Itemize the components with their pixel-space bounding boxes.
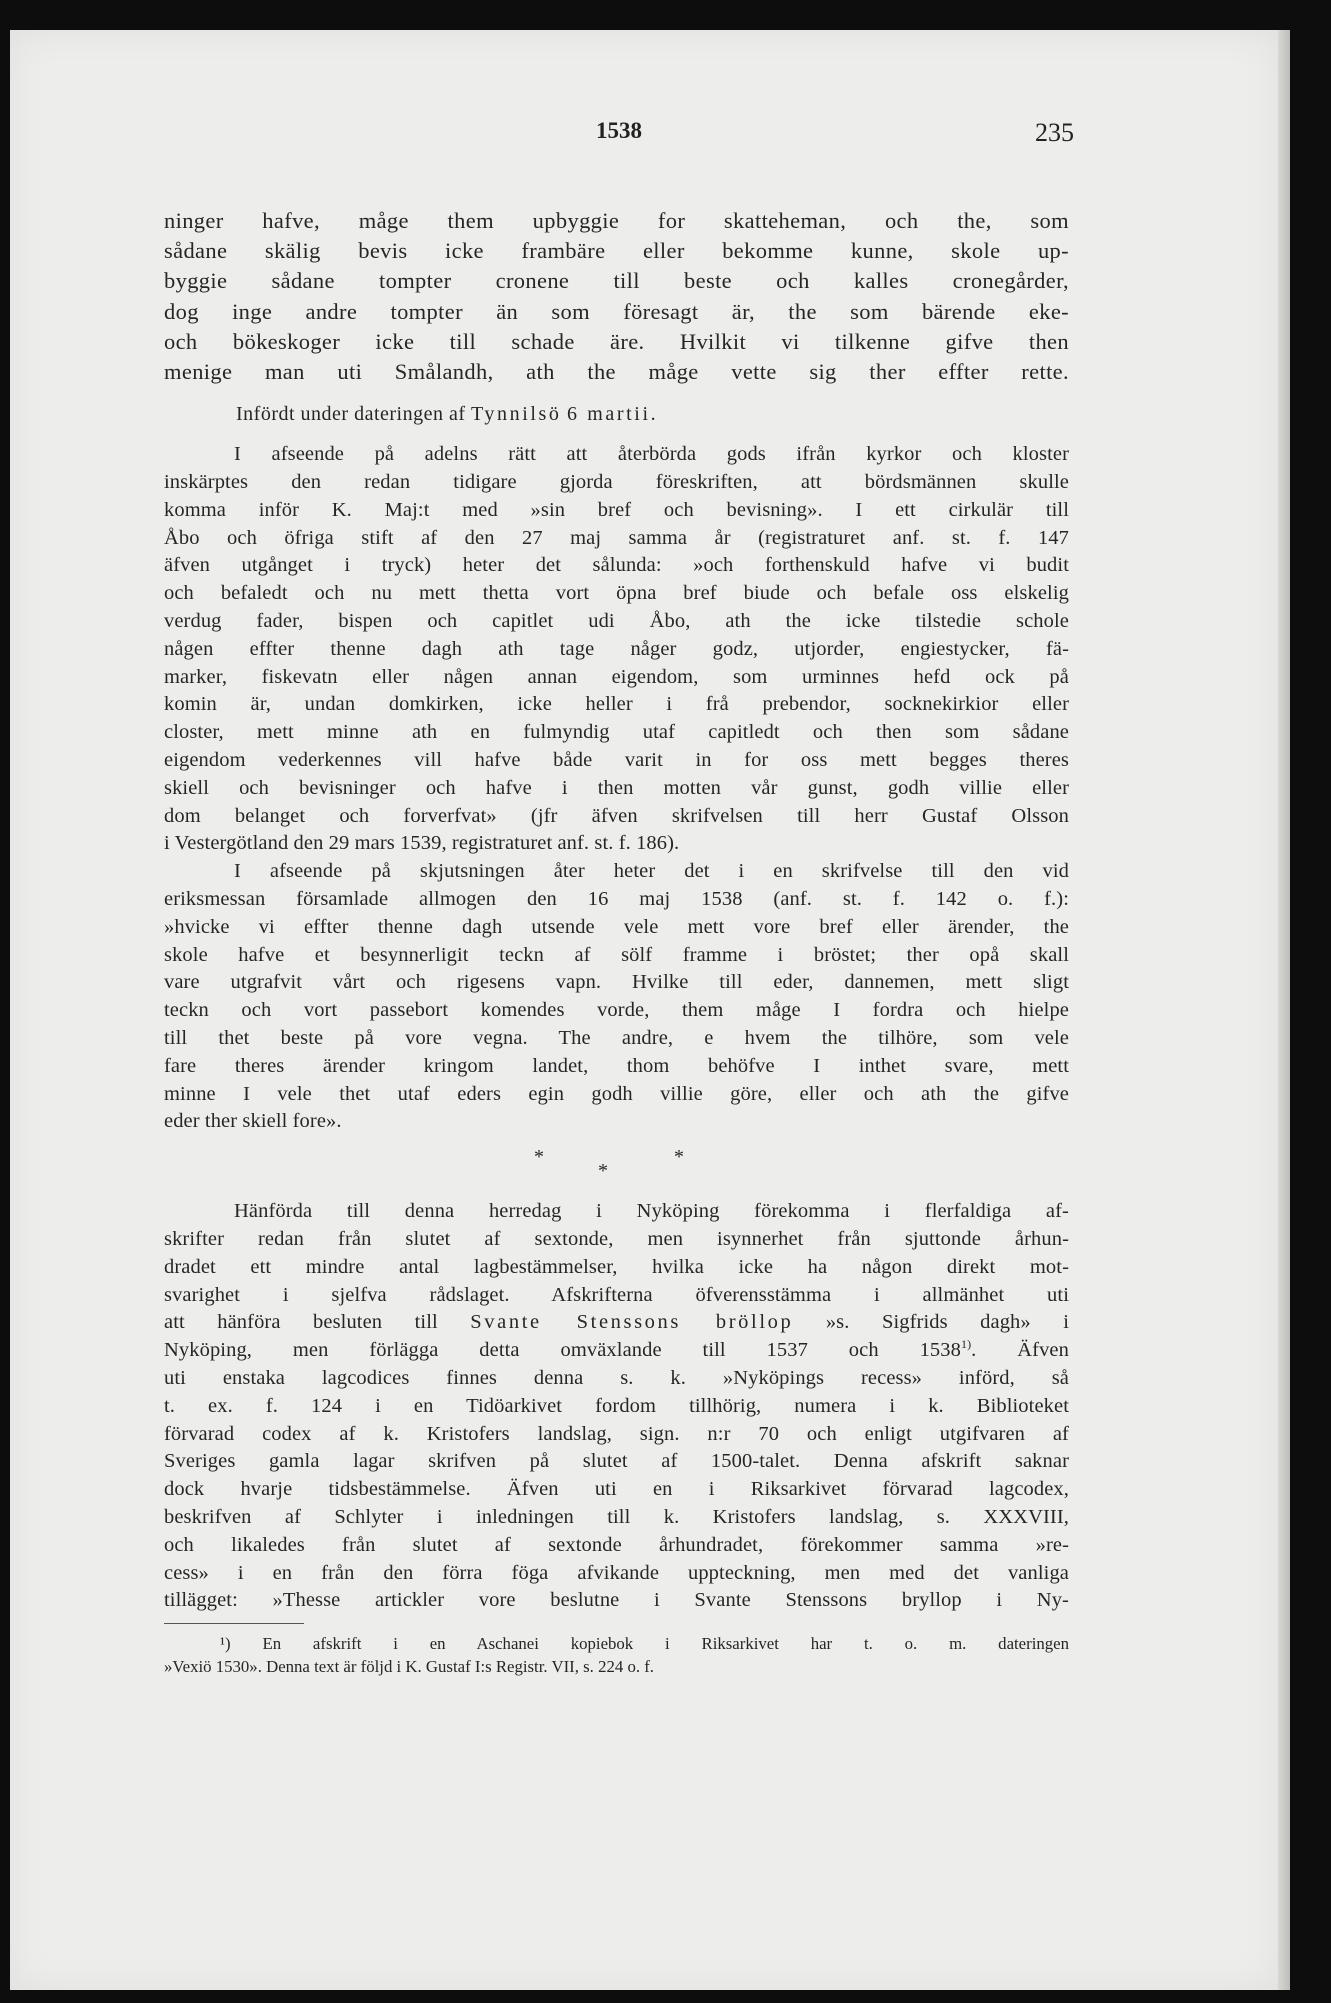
- spaced-name: Svante Stenssons bröllop: [470, 1311, 794, 1334]
- paragraph-adelns-ratt: [164, 441, 1069, 858]
- text-line: dog inge andre tompter än som föresagt är, the som bärende eke-: [164, 298, 1069, 324]
- dating-note: [164, 399, 1069, 429]
- text-line: beskrifven af Schlyter i inledningen till k. Kristofers landslag, s. XXXVIII,: [164, 1505, 1069, 1528]
- paragraph-skjutsningen: [164, 858, 1069, 1136]
- text-line: [164, 1337, 1069, 1365]
- text-line: och befaledt och nu mett thetta vort öpna bref biude och befale oss elskelig: [164, 582, 1069, 605]
- text-line: sådane skälig bevis icke frambäre eller bekomme kunne, skole up-: [164, 238, 1069, 264]
- text-line: t. ex. f. 124 i en Tidöarkivet fordom tillhörig, numera i k. Biblioteket: [164, 1394, 1069, 1417]
- text-line: äfven utgånget i tryck) heter det sålunda: »och forthenskuld hafve vi budit: [164, 554, 1069, 577]
- text-line: byggie sådane tompter cronene till beste och kalles cronegårder,: [164, 268, 1069, 294]
- text-line: »hvicke vi effter thenne dagh utsende vele mett vore bref eller ärender, the: [164, 915, 1069, 938]
- asterisk: *: [598, 1160, 608, 1183]
- text-line: tillägget: »Thesse artickler vore beslutne i Svante Stenssons bryllop i Ny-: [164, 1589, 1069, 1612]
- asterisk: *: [534, 1146, 544, 1169]
- footnote: [164, 1632, 1069, 1678]
- footnote-rule: [164, 1623, 304, 1624]
- text-segment: »s. Sigfrids dagh» i: [825, 1311, 1069, 1334]
- text-line: eder ther skiell fore».: [164, 1110, 342, 1133]
- text-line: vare utgrafvit vårt och rigesens vapn. Hvilke till eder, dannemen, mett sligt: [164, 971, 1069, 994]
- dating-date: 6 martii.: [567, 403, 659, 426]
- asterisk: *: [674, 1146, 684, 1169]
- page-number: 235: [1035, 118, 1074, 147]
- section-separator: [164, 1136, 1069, 1198]
- text-line: dock hvarje tidsbestämmelse. Äfven uti en i Riksarkivet förvarad lagcodex,: [164, 1478, 1069, 1501]
- text-line: Åbo och öfriga stift af den 27 maj samma år (registraturet anf. st. f. 147: [164, 526, 1069, 549]
- text-line: förvarad codex af k. Kristofers landslag, sign. n:r 70 och enligt utgifvaren af: [164, 1422, 1069, 1445]
- text-line: dom belanget och forverfvat» (jfr äfven skrifvelsen till herr Gustaf Olsson: [164, 804, 1069, 827]
- text-line: skrifter redan från slutet af sextonde, men isynnerhet från sjuttonde århun-: [164, 1227, 1069, 1250]
- text-segment: Nyköping, men förlägga detta omväxlande till 1537 och 1538: [164, 1339, 961, 1362]
- text-line: till thet beste på vore vegna. The andre, e hvem the tilhöre, som vele: [164, 1026, 1069, 1049]
- text-line: I afseende på adelns rätt att återbörda gods ifrån kyrkor och kloster: [234, 443, 1069, 466]
- paragraph-upbyggie: [164, 206, 1069, 387]
- text-line: och bökeskoger icke till schade äre. Hvilkit vi tilkenne gifve then: [164, 328, 1069, 354]
- text-line: verdug fader, bispen och capitlet udi Åbo, ath the icke tilstedie schole: [164, 610, 1069, 632]
- text-line: inskärptes den redan tidigare gjorda föreskriften, att bördsmännen skulle: [164, 471, 1069, 494]
- text-line: i Vestergötland den 29 mars 1539, registraturet anf. st. f. 186).: [164, 832, 680, 855]
- page-header: [164, 118, 1074, 158]
- text-line: [164, 1309, 1069, 1337]
- dating-prefix: Infördt under dateringen af: [236, 403, 466, 426]
- text-segment: . Äfven: [971, 1339, 1069, 1362]
- text-line: komin är, undan domkirken, icke heller i frå prebendor, socknekirkior eller: [164, 693, 1069, 716]
- text-line: I afseende på skjutsningen åter heter det i en skrifvelse till den vid: [234, 860, 1069, 883]
- text-line: teckn och vort passebort komendes vorde, them måge I fordra och hielpe: [164, 999, 1069, 1022]
- text-line: uti enstaka lagcodices finnes denna s. k. »Nyköpings recess» införd, så: [164, 1366, 1069, 1389]
- text-line: menige man uti Smålandh, ath the måge vette sig ther effter rette.: [164, 359, 1069, 385]
- text-line: och likaledes från slutet af sextonde århundradet, förekommer samma »re-: [164, 1533, 1069, 1556]
- text-line: eriksmessan församlade allmogen den 16 maj 1538 (anf. st. f. 142 o. f.):: [164, 887, 1069, 910]
- text-segment: att hänföra besluten till: [164, 1311, 438, 1334]
- footnote-line: »Vexiö 1530». Denna text är följd i K. Gustaf I:s Registr. VII, s. 224 o. f.: [164, 1657, 655, 1677]
- text-line: dradet ett mindre antal lagbestämmelser, hvilka icke ha någon direkt mot-: [164, 1255, 1069, 1278]
- text-line: svarighet i sjelfva rådslaget. Afskrifterna öfverensstämma i allmänhet uti: [164, 1283, 1069, 1306]
- text-line: någen effter thenne dagh ath tage någer godz, utjorder, engiestycker, fä-: [164, 637, 1069, 660]
- main-text: [164, 206, 1069, 1678]
- text-line: skole hafve et besynnerligit teckn af sölf framme i bröstet; ther opå skall: [164, 943, 1069, 966]
- dating-place: Tynnilsö: [471, 403, 562, 426]
- text-line: fare theres ärender kringom landet, thom behöfve I inthet svare, mett: [164, 1054, 1069, 1077]
- text-line: eigendom vederkennes vill hafve både varit in for oss mett begges theres: [164, 748, 1069, 771]
- text-line: Sveriges gamla lagar skrifven på slutet af 1500-talet. Denna afskrift saknar: [164, 1450, 1069, 1473]
- running-title: 1538: [596, 118, 642, 143]
- paragraph-nykoping-recess: [164, 1198, 1069, 1615]
- text-line: cess» i en från den förra föga afvikande uppteckning, men med det vanliga: [164, 1561, 1069, 1584]
- text-line: ninger hafve, måge them upbyggie for skatteheman, och the, som: [164, 208, 1069, 233]
- footnote-line: ¹) En afskrift i en Aschanei kopiebok i Riksarkivet har t. o. m. dateringen: [220, 1634, 1069, 1654]
- page-edge: [1278, 30, 1290, 1990]
- text-line: marker, fiskevatn eller någen annan eigendom, som urminnes hefd ock på: [164, 665, 1069, 688]
- text-line: skiell och bevisninger och hafve i then motten vår gunst, godh villie eller: [164, 776, 1069, 799]
- text-line: closter, mett minne ath en fulmyndig utaf capitledt och then som sådane: [164, 721, 1069, 744]
- footnote-mark: 1): [960, 1337, 972, 1352]
- text-line: minne I vele thet utaf eders egin godh villie göre, eller och ath the gifve: [164, 1082, 1069, 1105]
- text-line: Hänförda till denna herredag i Nyköping förekomma i flerfaldiga af-: [234, 1200, 1069, 1223]
- text-line: komma inför K. Maj:t med »sin bref och bevisning». I ett cirkulär till: [164, 498, 1069, 521]
